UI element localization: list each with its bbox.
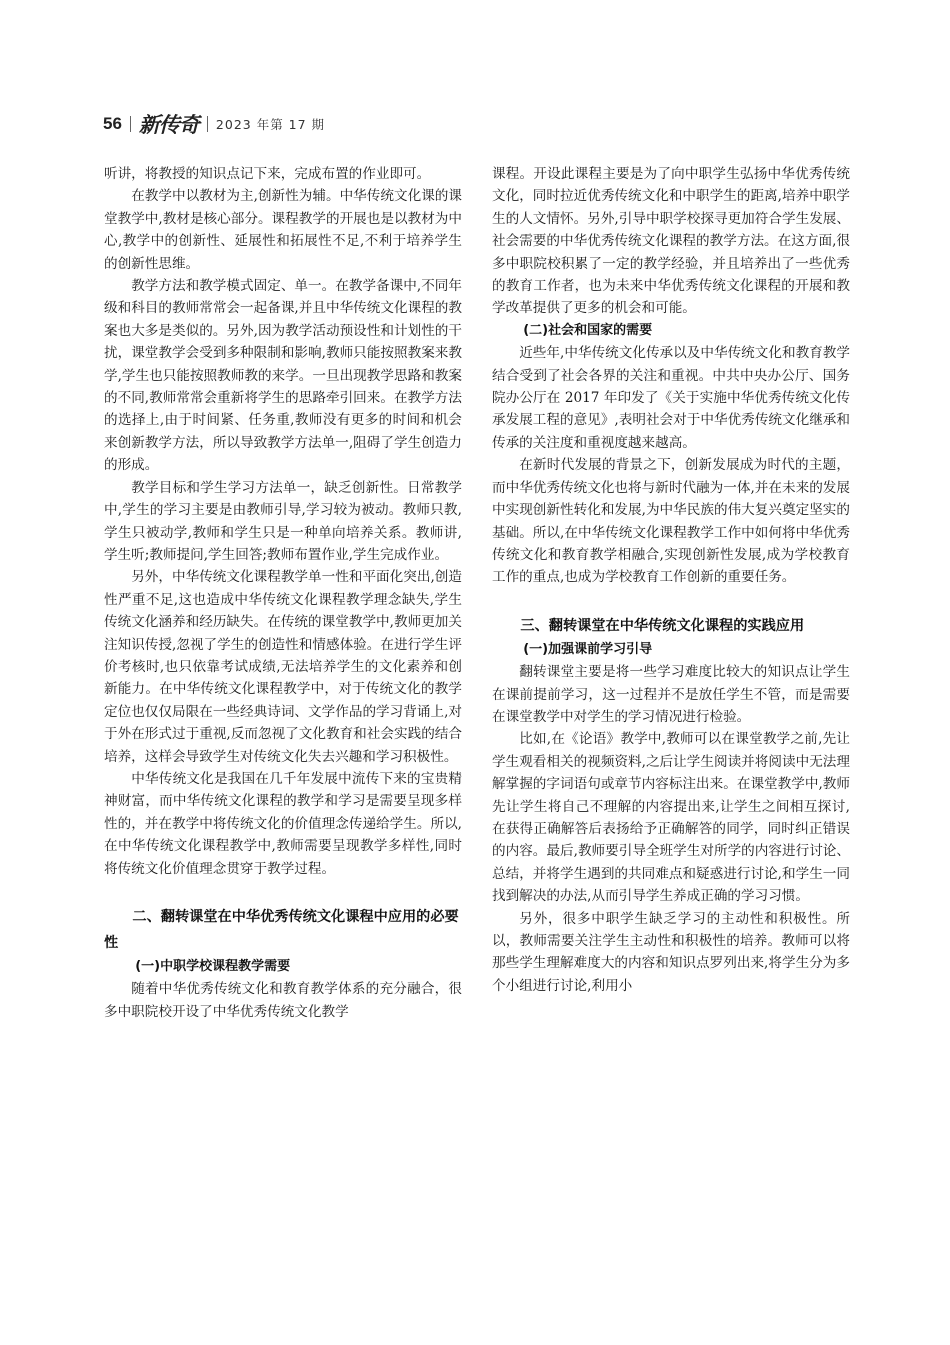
page-header (103, 108, 325, 140)
paragraph: 听讲，将教授的知识点记下来，完成布置的作业即可。 (104, 166, 431, 182)
section-gap (104, 880, 462, 904)
section-heading: 三、翻转课堂在中华传统文化课程的实践应用 (520, 617, 805, 634)
issue-label: 2023 年第 17 期 (215, 117, 326, 132)
paragraph: 翻转课堂主要是将一些学习难度比较大的知识点让学生在课前提前学习，这一过程并不是放任学生不管，而是需要在课堂教学中对学生的学习情况进行检验。 (492, 664, 850, 725)
left-column (104, 163, 462, 1023)
section-heading: 二、翻转课堂在中华优秀传统文化课程中应用的必要性 (104, 909, 459, 951)
paragraph: 另外，中华传统文化课程教学单一性和平面化突出,创造性严重不足,这也造成中华传统文化课程教学理念缺失,学生传统文化涵养和经历缺失。在传统的课堂教学中,教师更加关注知识传授,忽视了学生的创造性和情感体验。在进行学生评价考核时,也只依靠考试成绩,无法培养学生的文化素养和创新能力。在中华传统文化课程教学中，对于传统文化的教学定位也仅仅局限在一些经典诗词、文学作品的学习背诵上,对于外在形式过于重视,反而忽视了文化教育和社会实践的结合培养，这样会导致学生对传统文化失去兴趣和学习积极性。 (104, 569, 462, 765)
paragraph: 比如,在《论语》教学中,教师可以在课堂教学之前,先让学生观看相关的视频资料,之后让学生阅读并将阅读中无法理解掌握的字词语句或章节内容标注出来。在课堂教学中,教师先让学生将自己不理解的内容提出来,让学生之间相互探讨,在获得正确解答后表扬给予正确解答的同学，同时纠正错误的内容。最后,教师要引导全班学生对所学的内容进行讨论、总结，并将学生遇到的共同难点和疑惑进行讨论,和学生一同找到解决的办法,从而引导学生养成正确的学习习惯。 (492, 731, 850, 905)
subsection-heading: (二)社会和国家的需要 (523, 322, 653, 338)
paragraph: 中华传统文化是我国在几千年发展中流传下来的宝贵精神财富，而中华传统文化课程的教学和学习是需要呈现多样性的，并在教学中将传统文化的价值理念传递给学生。所以,在中华传统文化课程教学中,教师需要呈现教学多样性,同时将传统文化价值理念贯穿于教学过程。 (104, 770, 462, 877)
paragraph: 教学目标和学生学习方法单一，缺乏创新性。日常教学中,学生的学习主要是由教师引导,学习较为被动。教师只教,学生只被动学,教师和学生只是一种单向培养关系。教师讲,学生听;教师提问,学生回答;教师布置作业,学生完成作业。 (104, 479, 462, 563)
subsection-heading: (一)加强课前学习引导 (523, 641, 653, 657)
section-gap (492, 589, 850, 613)
journal-logo: 新传奇 (138, 112, 199, 137)
paragraph: 课程。开设此课程主要是为了向中职学生弘扬中华优秀传统文化，同时拉近优秀传统文化和中职学生的距离,培养中职学生的人文情怀。另外,引导中职学校探寻更加符合学生发展、社会需要的中华优秀传统文化课程的教学方法。在这方面,很多中职院校积累了一定的教学经验，并且培养出了一些优秀的教育工作者，也为未来中华优秀传统文化课程的开展和教学改革提供了更多的机会和可能。 (492, 166, 850, 317)
header-divider (207, 116, 208, 132)
paragraph: 教学方法和教学模式固定、单一。在教学备课中,不同年级和科目的教师常常会一起备课,并且中华传统文化课程的教案也大多是类似的。另外,因为教学活动预设性和计划性的干扰，课堂教学会受到多种限制和影响,教师只能按照教案来教学,学生也只能按照教师教的来学。一旦出现教学思路和教案的不同,教师常常会重新将学生的思路牵引回来。在教学方法的选择上,由于时间紧、任务重,教师没有更多的时间和机会来创新教学方法，所以导致教学方法单一,阻碍了学生创造力的形成。 (104, 278, 462, 474)
page-number: 56 (103, 114, 122, 133)
paragraph: 在教学中以教材为主,创新性为辅。中华传统文化课的课堂教学中,教材是核心部分。课程教学的开展也是以教材为中心,教学中的创新性、延展性和拓展性不足,不利于培养学生的创新性思维。 (104, 188, 462, 272)
paragraph: 随着中华优秀传统文化和教育教学体系的充分融合，很多中职院校开设了中华优秀传统文化教学 (104, 981, 462, 1020)
subsection-heading: (一)中职学校课程教学需要 (135, 959, 291, 974)
paragraph: 近些年,中华传统文化传承以及中华传统文化和教育教学结合受到了社会各界的关注和重视。中共中央办公厅、国务院办公厅在 2017 年印发了《关于实施中华优秀传统文化传承发展工程的意见》,表明社会对于中华优秀传统文化继承和传承的关注度和重视度越来越高。 (492, 345, 850, 451)
right-column (492, 163, 850, 997)
header-divider (130, 116, 131, 132)
paragraph: 另外，很多中职学生缺乏学习的主动性和积极性。所以，教师需要关注学生主动性和积极性的培养。教师可以将那些学生理解难度大的内容和知识点罗列出来,将学生分为多个小组进行讨论,利用小 (492, 910, 850, 994)
paragraph: 在新时代发展的背景之下，创新发展成为时代的主题，而中华优秀传统文化也将与新时代融为一体,并在未来的发展中实现创新性转化和发展,为中华民族的伟大复兴奠定坚实的基础。所以,在中华传统文化课程教学工作中如何将中华优秀传统文化和教育教学相融合,实现创新性发展,成为学校教育工作的重点,也成为学校教育工作创新的重要任务。 (492, 457, 850, 586)
